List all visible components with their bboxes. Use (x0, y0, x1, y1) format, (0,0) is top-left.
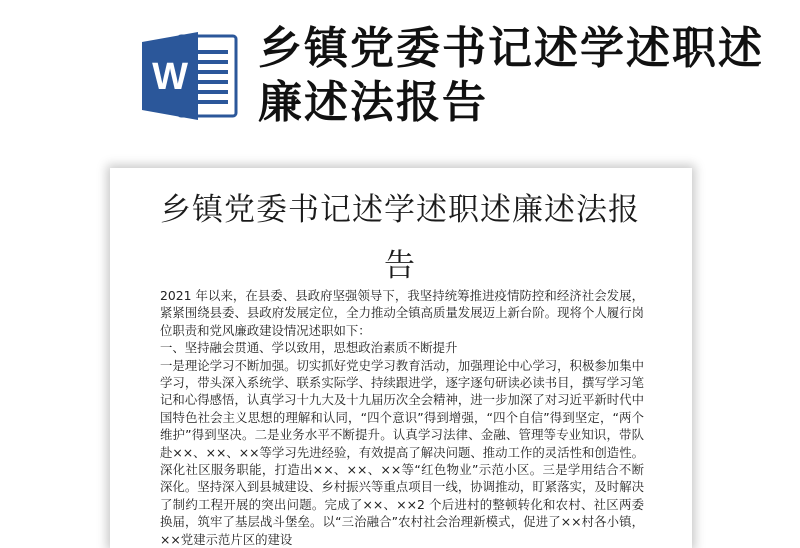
document-body (160, 287, 644, 548)
paragraph-intro: 2021 年以来，在县委、县政府坚强领导下，我坚持统筹推进疫情防控和经济社会发展，紧紧围绕县委、县政府发展定位，全力推动全镇高质量发展迈上新台阶。现将个人履行岗位职责和党风廉政建设情况述职如下： (160, 288, 644, 338)
banner-title: 乡镇党委书记述学述职述廉述法报告 (258, 23, 764, 128)
section-heading: 一、坚持融会贯通、学以致用，思想政治素质不断提升 (160, 340, 458, 356)
paragraph-body: 一是理论学习不断加强。切实抓好党史学习教育活动，加强理论中心学习，积极参加集中学习，带头深入系统学、联系实际学、持续跟进学，逐字逐句研读必读书目，撰写学习笔记和心得感悟，认真学习十九大及十九届历次全会精神，进一步加深了对习近平新时代中国特色社会主义思想的理解和认同，“四个意识”得到增强，“四个自信”得到坚定，“两个维护”得到坚决。二是业务水平不断提升。认真学习法律、金融、管理等专业知识，带队赴××、××、××等学习先进经验，有效提高了解决问题、推动工作的灵活性和创造性。深化社区服务职能，打造出××、××、××等“红色物业”示范小区。三是学用结合不断深化。坚持深入到县城建设、乡村振兴等重点项目一线，协调推动，盯紧落实，及时解决了制约工程开展的突出问题。完成了××、××2 个后进村的整顿转化和农村、社区两委换届，筑牢了基层战斗堡垒。以“三治融合”农村社会治理新模式，促进了××村各小镇，××党建示范片区的建设 (160, 357, 644, 547)
svg-text:W: W (152, 56, 188, 98)
header-banner (0, 0, 800, 150)
document-title: 乡镇党委书记述学述职述廉述法报告 (160, 192, 640, 284)
word-document-icon (140, 30, 240, 122)
